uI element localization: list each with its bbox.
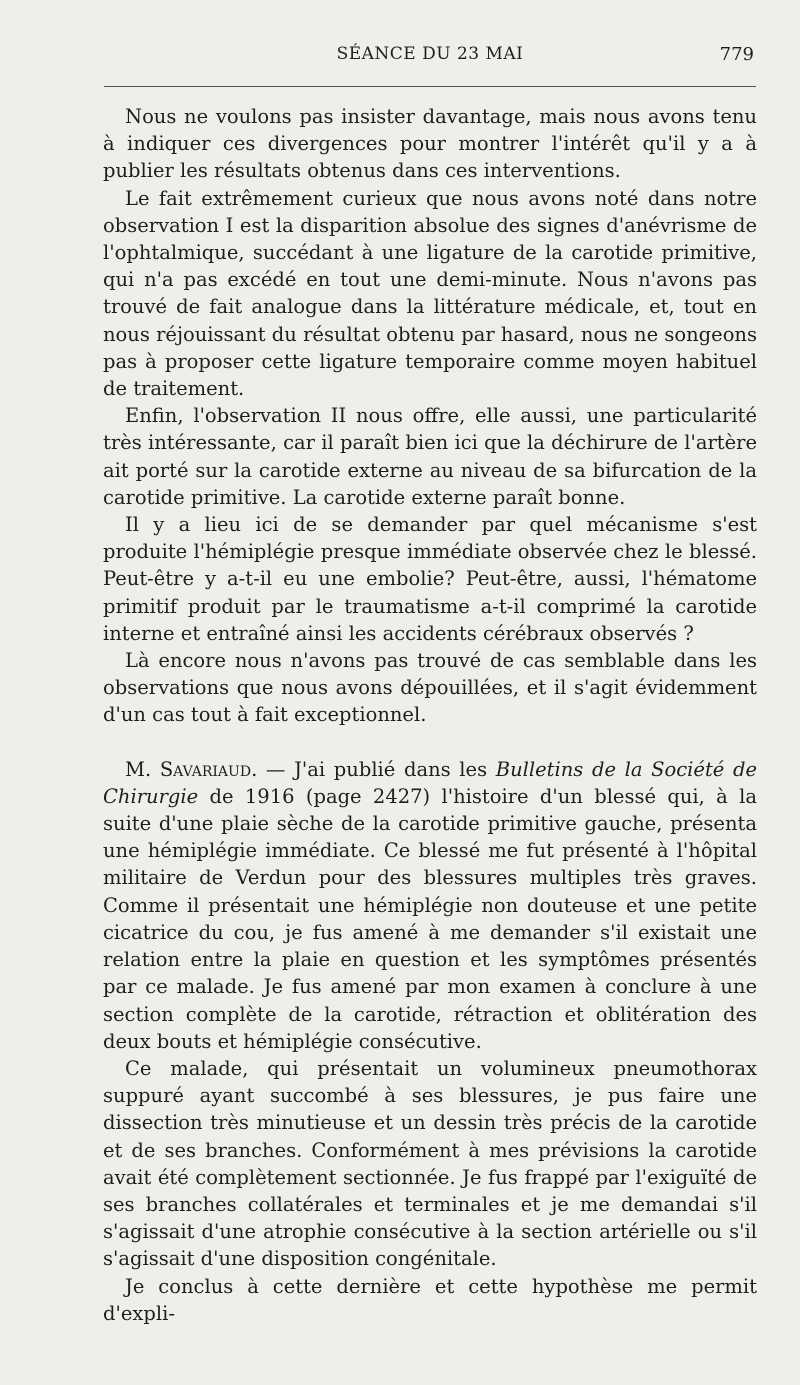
header-title: SÉANCE DU 23 MAI	[336, 44, 524, 64]
header-rule	[104, 86, 756, 87]
page-number: 779	[719, 44, 754, 65]
paragraph: Je conclus à cette dernière et cette hypothèse me permit d'expli-	[103, 1274, 757, 1325]
speaker-name: M. Savariaud.	[125, 757, 258, 781]
paragraph: Là encore nous n'avons pas trouvé de cas semblable dans les observations que nous avons dépouillées, et il s'agit évidemment d'un cas tout à fait exceptionnel.	[103, 649, 757, 727]
paragraph: Il y a lieu ici de se demander par quel mécanisme s'est produite l'hémiplégie presque immédiate observée chez le blessé. Peut-être y a-t-il eu une embolie? Peut-être, aussi, l'hématome primitif produit par le traumatisme a-t-il comprimé la carotide interne et entraîné ainsi les accidents cérébraux observés ?	[103, 513, 757, 645]
body-text	[103, 103, 757, 1327]
paragraph: Nous ne voulons pas insister davantage, mais nous avons tenu à indiquer ces divergences pour montrer l'intérêt qu'il y a à publier les résultats obtenus dans ces interventions.	[103, 105, 757, 183]
journal-title: Bulletins de la Société de Chirurgie	[103, 757, 758, 808]
running-header	[104, 44, 756, 74]
savariaud-paragraph	[103, 756, 757, 1055]
paragraph: Le fait extrêmement curieux que nous avons noté dans notre observation I est la disparition absolue des signes d'anévrisme de l'ophtalmique, succédant à une ligature de la carotide primitive, qui n'a pas excédé en tout une demi-minute. Nous n'avons pas trouvé de fait analogue dans la littérature médicale, et, tout en nous réjouissant du résultat obtenu par hasard, nous ne songeons pas à proposer cette ligature temporaire comme moyen habituel de traitement.	[103, 186, 757, 401]
savariaud-intro: — J'ai publié dans les	[257, 757, 496, 781]
paragraph: Enfin, l'observation II nous offre, elle aussi, une particularité très intéressante, car il paraît bien ici que la déchirure de l'artère ait porté sur la carotide externe au niveau de sa bifurcation de la carotide primitive. La carotide externe paraît bonne.	[103, 404, 757, 509]
savariaud-text: de 1916 (page 2427) l'histoire d'un blessé qui, à la suite d'une plaie sèche de la carotide primitive gauche, présenta une hémiplégie immédiate. Ce blessé me fut présenté à l'hôpital militaire de Verdun pour des blessures multiples très graves. Comme il présentait une hémiplégie non douteuse et une petite cicatrice du cou, je fus amené à me demander s'il existait une relation entre la plaie en question et les symptômes présentés par ce malade. Je fus amené par mon examen à conclure à une section complète de la carotide, rétraction et oblitération des deux bouts et hémiplégie consécutive.	[103, 784, 757, 1053]
paragraph: Ce malade, qui présentait un volumineux pneumothorax suppuré ayant succombé à ses blessures, je pus faire une dissection très minutieuse et un dessin très précis de la carotide et de ses branches. Conformément à mes prévisions la carotide avait été complètement sectionnée. Je fus frappé par l'exiguïté de ses branches collatérales et terminales et je me demandai s'il s'agissait d'une atrophie consécutive à la section artérielle ou s'il s'agissait d'une disposition congénitale.	[103, 1056, 757, 1271]
